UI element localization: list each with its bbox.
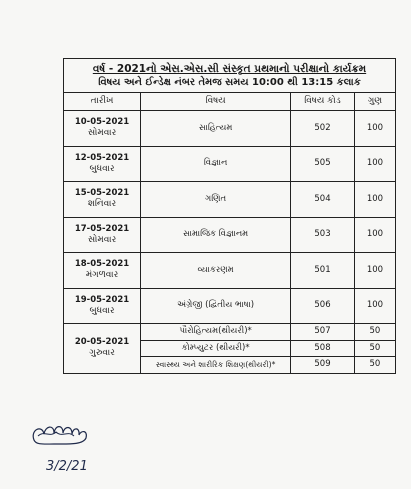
subject-cell: અંગ્રેજી (દ્વિતીય ભાષા) [141, 288, 291, 324]
marks-cell: 100 [354, 288, 395, 324]
title-box [63, 58, 396, 92]
table-row [64, 182, 396, 218]
table-row [64, 324, 396, 341]
header-date: તારીખ [64, 93, 141, 111]
subject-cell: સાહિત્યમ [141, 111, 291, 147]
table-row [64, 111, 396, 147]
table-row [64, 253, 396, 289]
schedule-table [63, 92, 396, 374]
exam-date: 18-05-2021 [74, 259, 130, 270]
header-row [64, 93, 396, 111]
code-cell: 503 [291, 217, 355, 253]
code-cell: 509 [291, 357, 355, 374]
marks-cell: 100 [354, 253, 395, 289]
exam-day: બુધવાર [89, 305, 115, 316]
exam-day: ગુરુવાર [89, 348, 115, 359]
code-cell: 507 [291, 324, 355, 341]
exam-schedule [63, 58, 396, 374]
marks-cell: 50 [354, 324, 395, 341]
schedule-subtitle: વિષય અને ઈન્ડેક્ષ નંબર તેમજ સમય 10:00 થી 13:15 કલાક [98, 77, 361, 88]
handwritten-signature [28, 418, 98, 476]
marks-cell: 100 [354, 146, 395, 182]
date-cell [64, 111, 141, 147]
exam-date: 20-05-2021 [74, 337, 130, 348]
table-row [64, 146, 396, 182]
code-cell: 506 [291, 288, 355, 324]
marks-cell: 100 [354, 111, 395, 147]
exam-date: 19-05-2021 [74, 294, 130, 305]
header-marks: ગુણ [354, 93, 395, 111]
exam-date: 17-05-2021 [74, 223, 130, 234]
exam-day: સોમવાર [87, 128, 117, 139]
code-cell: 502 [291, 111, 355, 147]
code-cell: 504 [291, 182, 355, 218]
subject-cell: ગણિત [141, 182, 291, 218]
marks-cell: 50 [354, 357, 395, 374]
code-cell: 501 [291, 253, 355, 289]
marks-cell: 100 [354, 217, 395, 253]
marks-cell: 50 [354, 340, 395, 357]
exam-day: મંગળવાર [85, 270, 119, 281]
exam-day: બુધવાર [89, 163, 115, 174]
subject-cell: સામાજિક વિજ્ઞાનમ [141, 217, 291, 253]
exam-date: 12-05-2021 [74, 152, 130, 163]
marks-cell: 100 [354, 182, 395, 218]
header-code: વિષય કોડ [291, 93, 355, 111]
exam-day: શનિવાર [87, 199, 117, 210]
exam-day: સોમવાર [87, 234, 117, 245]
subject-cell: સ્વાસ્થ્ય અને શારીરિક શિક્ષણ(થીયરી)* [141, 357, 291, 374]
schedule-title: વર્ષ - 2021નો એસ.એસ.સી સંસ્કૃત પ્રથમાનો પરીક્ષાનો કાર્યક્રમ [92, 63, 367, 75]
table-row [64, 288, 396, 324]
signature-date: 3/2/21 [46, 459, 88, 474]
code-cell: 508 [291, 340, 355, 357]
subject-cell: કોમ્પ્યુટર (થીયરી)* [141, 340, 291, 357]
date-cell [64, 253, 141, 289]
date-cell [64, 146, 141, 182]
subject-cell: પૌરોહિત્યમ(થીયરી)* [141, 324, 291, 341]
date-cell [64, 217, 141, 253]
subject-cell: વ્યાકરણમ [141, 253, 291, 289]
subject-cell: વિજ્ઞાન [141, 146, 291, 182]
exam-date: 15-05-2021 [74, 188, 130, 199]
exam-date: 10-05-2021 [74, 117, 130, 128]
date-cell [64, 324, 141, 374]
date-cell [64, 182, 141, 218]
date-cell [64, 288, 141, 324]
header-subject: વિષય [141, 93, 291, 111]
code-cell: 505 [291, 146, 355, 182]
table-row [64, 217, 396, 253]
